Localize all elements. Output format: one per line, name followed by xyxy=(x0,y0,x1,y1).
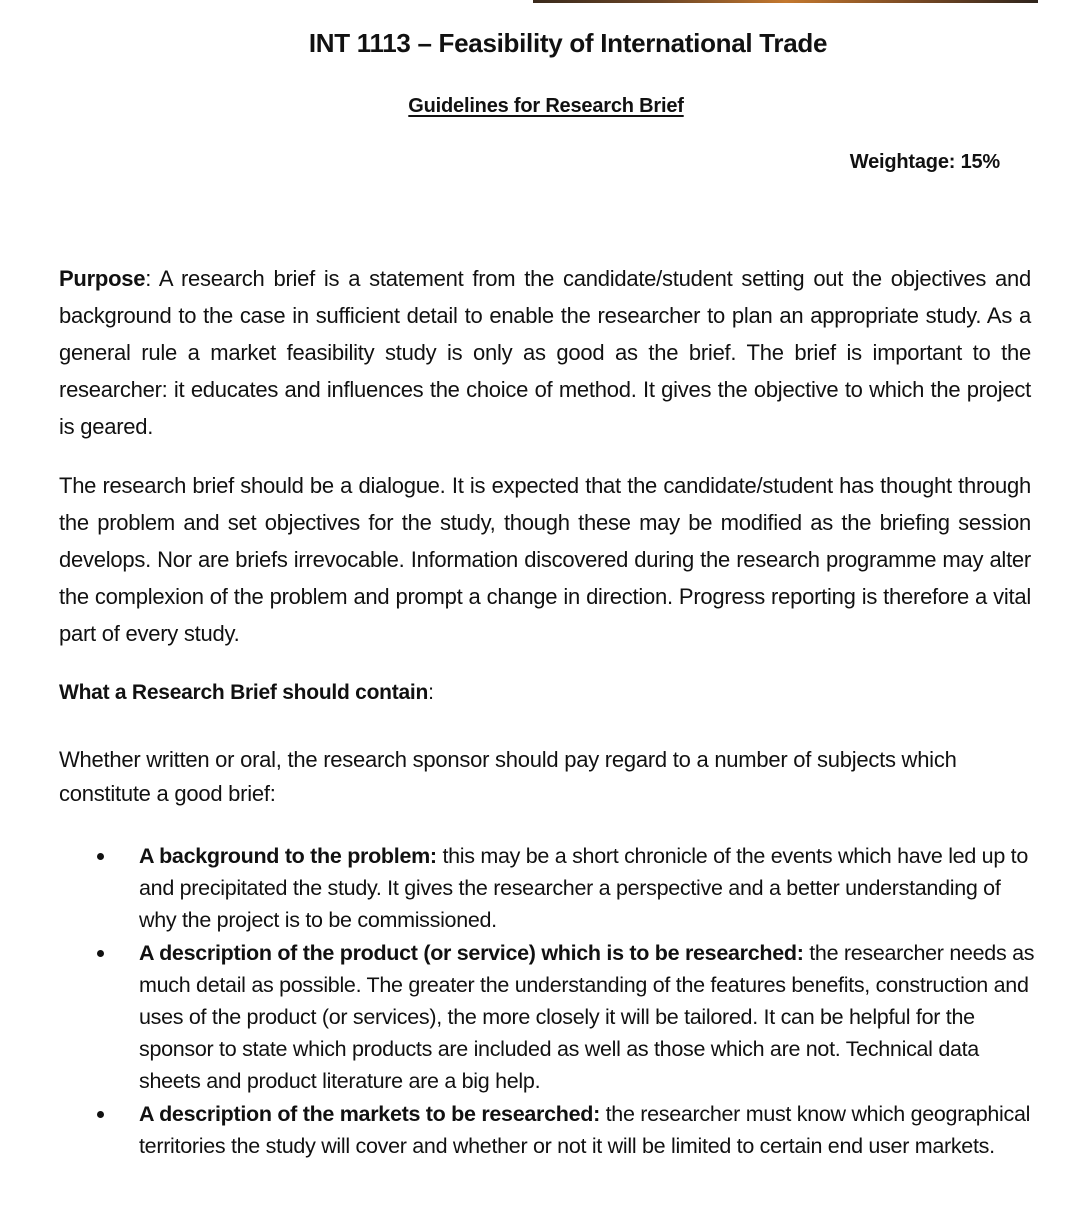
purpose-paragraph xyxy=(59,260,1031,445)
bullet-title: A description of the markets to be researched: xyxy=(139,1101,600,1126)
top-edge-photo-strip xyxy=(533,0,1038,3)
document-title: INT 1113 – Feasibility of International Trade xyxy=(308,28,828,58)
intro-paragraph: Whether written or oral, the research sponsor should pay regard to a number of subjects which constitute a good brief: xyxy=(59,747,957,806)
bullet-item-markets xyxy=(59,1098,1039,1162)
weightage-label: Weightage: 15% xyxy=(849,151,1000,173)
bullet-item-background xyxy=(59,840,1039,937)
bullet-text: the researcher must know which geographical territories the study will cover and whether or not it will be limited to certain end user markets. xyxy=(139,1101,1031,1158)
bullet-icon xyxy=(97,853,104,860)
document-subtitle: Guidelines for Research Brief xyxy=(408,95,684,117)
bullet-text: this may be a short chronicle of the events which have led up to and precipitated the study. It gives the researcher a perspective and a better understanding of why the project is to be commissioned. xyxy=(139,844,1028,933)
purpose-text: : A research brief is a statement from the candidate/student setting out the objectives and background to the case in sufficient detail to enable the researcher to plan an appropriate study. As a general rule a market feasibility study is only as good as the brief. The brief is important to the researcher: it educates and influences the choice of method. It gives the objective to which the project is geared. xyxy=(59,266,1031,439)
contents-heading xyxy=(59,677,1031,709)
purpose-label: Purpose xyxy=(59,266,146,291)
dialogue-paragraph: The research brief should be a dialogue. It is expected that the candidate/student has thought through the problem and set objectives for the study, though these may be modified as the briefing session develops. Nor are briefs irrevocable. Information discovered during the research programme may alter the complexion of the problem and prompt a change in direction. Progress reporting is therefore a vital part of every study. xyxy=(59,473,1031,646)
bullet-text: the researcher needs as much detail as possible. The greater the understanding of the features benefits, construction and uses of the product (or services), the more closely it will be tailored. It can be helpful for the sponsor to state which products are included as well as those which are not. Technical data sheets and product literature are a big help. xyxy=(139,940,1035,1094)
bullet-title: A background to the problem: xyxy=(139,844,437,868)
contents-bullet-list xyxy=(59,840,1039,1162)
contents-heading-suffix: : xyxy=(428,681,434,704)
bullet-title: A description of the product (or service) which is to be researched: xyxy=(139,940,804,965)
bullet-item-product xyxy=(59,937,1039,1098)
contents-heading-label: What a Research Brief should contain xyxy=(59,681,429,704)
bullet-icon xyxy=(97,950,104,957)
bullet-icon xyxy=(97,1111,104,1118)
